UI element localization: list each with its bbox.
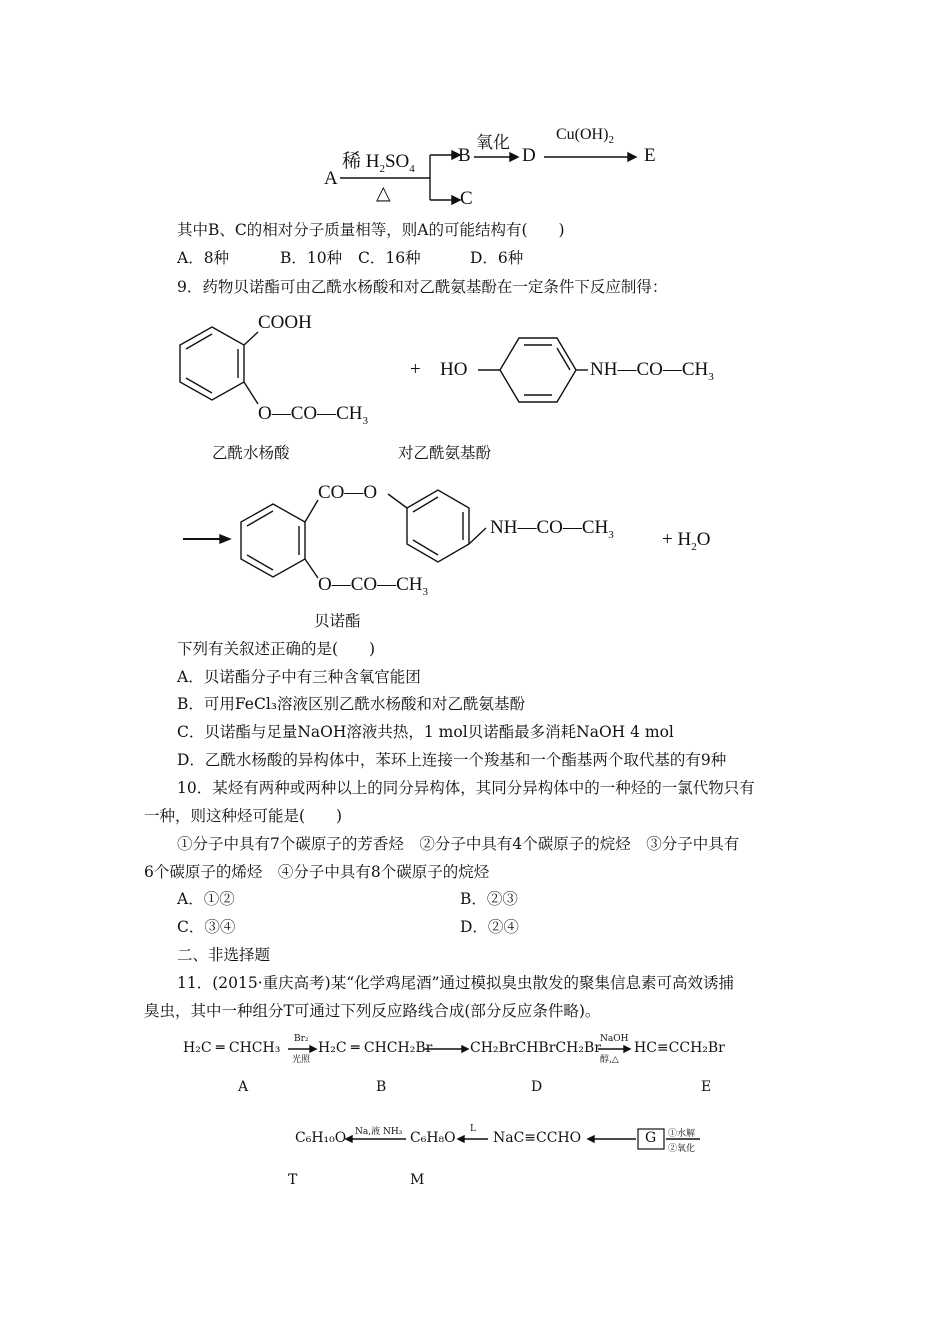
aspirin-cooh: COOH: [258, 312, 312, 333]
label-benorilate: 贝诺酯: [314, 612, 361, 630]
q9-option-d: D．乙酰水杨酸的异构体中，苯环上连接一个羧基和一个酯基两个取代基的有9种: [177, 751, 727, 769]
q11-compound-G: G: [645, 1130, 657, 1146]
benorilate-oacetyl: $O—CO—CH_3$: [318, 574, 429, 598]
scheme8-C: C: [460, 188, 473, 209]
scheme8-arrowhead-e: [628, 153, 636, 161]
q9-question: 下列有关叙述正确的是( ): [177, 640, 376, 658]
q11-compound-E: HC≡CCH₂Br: [634, 1040, 725, 1056]
q11-compound-D: CH₂BrCHBrCH₂Br: [470, 1040, 601, 1056]
q8-option-c: C．16种: [358, 249, 421, 267]
scheme8-A: A: [324, 168, 338, 189]
scheme8-arrowhead-d: [510, 153, 518, 161]
q11-stem-line1: 11．(2015·重庆高考)某“化学鸡尾酒”通过模拟臭虫散发的聚集信息素可高效诱捕: [177, 974, 735, 992]
q11-step-oxidation: ②氧化: [668, 1144, 696, 1154]
q11-compound-A: H₂C ═ CHCH₃: [183, 1040, 281, 1056]
q11-compound-M: C₆H₈O: [410, 1130, 456, 1146]
q11-arrow1-bottom: 光照: [292, 1055, 311, 1065]
q11-label-D: D: [531, 1079, 543, 1095]
aspirin-oacetyl: $O—CO—CH_3$: [258, 403, 369, 427]
scheme8-cuoh: $Cu(OH)_2$: [556, 126, 614, 147]
q11-label-E: E: [701, 1079, 712, 1095]
paracetamol-nhcoch3: $NH—CO—CH_3$: [590, 359, 714, 383]
q10-stem-line1: 10．某烃有两种或两种以上的同分异构体，其同分异构体中的一种烃的一氯代物只有: [177, 779, 755, 797]
benorilate-coo: CO—O: [318, 482, 378, 503]
paracetamol-benzene-ring: [478, 338, 588, 402]
q8-stem: 其中B、C的相对分子质量相等，则A的可能结构有( ): [177, 221, 565, 239]
q10-items-line2: 6个碳原子的烯烃 ④分子中具有8个碳原子的烷烃: [144, 863, 490, 881]
q9-stem: 9．药物贝诺酯可由乙酰水杨酸和对乙酰氨基酚在一定条件下反应制得：: [177, 278, 668, 296]
benorilate-benzene-ring-left: [241, 500, 318, 578]
benorilate-benzene-ring-right: [388, 490, 486, 562]
scheme8-D: D: [522, 145, 536, 166]
q11-arrow3-bottom: 醇,△: [600, 1055, 619, 1065]
q10-option-a: A．①②: [177, 890, 235, 908]
section-heading: 二、非选择题: [177, 946, 271, 964]
q11-arrow-na-label: Na,液 NH₃: [355, 1127, 403, 1137]
q9-option-c: C．贝诺酯与足量NaOH溶液共热，1 mol贝诺酯最多消耗NaOH 4 mol: [177, 723, 674, 741]
q8-option-b: B．10种: [280, 249, 343, 267]
q11-compound-T: C₆H₁₀O: [295, 1130, 347, 1146]
aspirin-benzene-ring: [180, 327, 258, 404]
q10-option-c: C．③④: [177, 918, 236, 936]
q10-option-d: D．②④: [460, 918, 519, 936]
q11-arrow-l-label: L: [470, 1124, 476, 1134]
q9-option-a: A．贝诺酯分子中有三种含氧官能团: [177, 668, 421, 686]
q11-stem-line2: 臭虫，其中一种组分T可通过下列反应路线合成(部分反应条件略)。: [144, 1002, 601, 1020]
q8-option-a: A．8种: [177, 249, 230, 267]
q11-label-A: A: [238, 1079, 249, 1095]
q9-reaction-arrowhead: [220, 535, 230, 543]
scheme8-B: B: [458, 145, 471, 166]
scheme8-E: E: [644, 145, 656, 166]
q11-arrow1-top: Br₂: [294, 1034, 309, 1044]
q9-option-b: B．可用FeCl₃溶液区别乙酰水杨酸和对乙酰氨基酚: [177, 695, 526, 713]
q11-compound-nac: NaC≡CCHO: [493, 1130, 582, 1146]
q10-stem-line2: 一种，则这种烃可能是( ): [144, 807, 343, 825]
q11-label-B: B: [376, 1079, 387, 1095]
q11-label-M: M: [410, 1172, 425, 1188]
paracetamol-ho: HO: [440, 359, 468, 380]
scheme8-reagent: 稀 $H_2SO_4$: [342, 151, 415, 175]
q10-items-line1: ①分子中具有7个碳原子的芳香烃 ②分子中具有4个碳原子的烷烃 ③分子中具有: [177, 835, 740, 853]
benorilate-nhcoch3: $NH—CO—CH_3$: [490, 517, 614, 541]
scheme8-heat: △: [376, 183, 391, 204]
q11-label-T: T: [288, 1172, 298, 1188]
scheme8-arrowhead-c: [452, 196, 460, 204]
q10-option-b: B．②③: [460, 890, 518, 908]
q8-option-d: D．6种: [470, 249, 524, 267]
q11-arrow3-top: NaOH: [600, 1034, 629, 1044]
q11-compound-B: H₂C ═ CHCH₂Br: [318, 1040, 433, 1056]
q11-step-hydrolysis: ①水解: [668, 1129, 696, 1139]
scheme8-oxidation: 氧化: [476, 133, 510, 152]
q9-water: + $H_2O$: [662, 529, 711, 553]
label-aspirin: 乙酰水杨酸: [212, 444, 290, 462]
q9-plus: +: [410, 359, 421, 380]
label-paracetamol: 对乙酰氨基酚: [398, 444, 492, 462]
